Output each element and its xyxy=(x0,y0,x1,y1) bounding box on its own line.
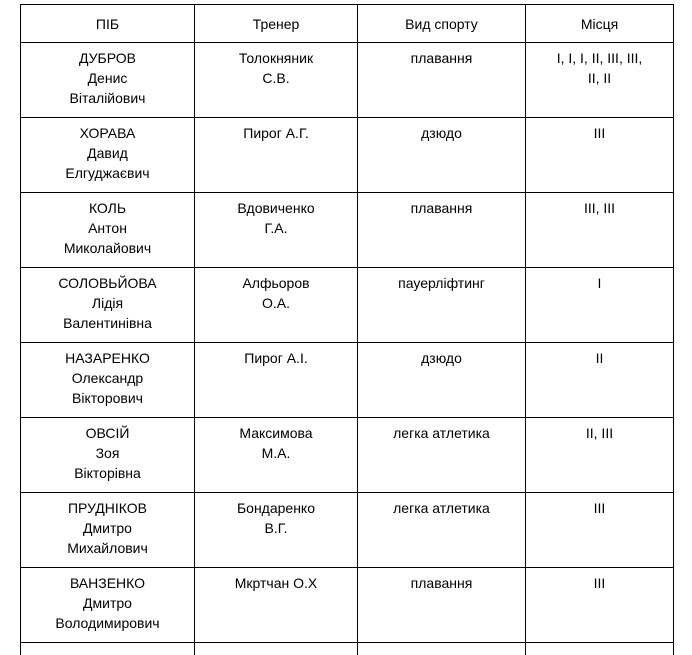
cell-coach-line: Пирог А.І. xyxy=(244,350,308,366)
cell-name xyxy=(21,43,195,118)
cell-name xyxy=(21,493,195,568)
cell-coach-line: Г.А. xyxy=(264,220,288,236)
cell-places-line: II xyxy=(595,350,604,366)
cell-coach-line: Толокняник xyxy=(238,50,314,66)
cell-sport-text: плавання xyxy=(410,200,473,216)
cell-coach xyxy=(195,43,358,118)
header-row xyxy=(21,5,674,43)
cell-name-line: КОЛЬ xyxy=(88,200,127,216)
cell-places xyxy=(526,568,674,643)
cell-name xyxy=(21,343,195,418)
cell-sport xyxy=(358,43,526,118)
table-row xyxy=(21,118,674,193)
cell-name xyxy=(21,418,195,493)
cell-name-line: ПРУДНІКОВ xyxy=(67,500,148,516)
cell-sport xyxy=(358,418,526,493)
cell-places xyxy=(526,268,674,343)
cell-name-line: Денис xyxy=(87,70,128,86)
cell-sport xyxy=(358,343,526,418)
cell-coach-line: М.А. xyxy=(261,445,291,461)
cell-coach xyxy=(195,118,358,193)
cell-sport xyxy=(358,193,526,268)
cell-coach-line: Мкртчан О.Х xyxy=(234,575,318,591)
cell-empty xyxy=(21,643,195,655)
cell-sport-text: плавання xyxy=(410,50,473,66)
cell-name-line: Дмитро xyxy=(83,520,132,536)
cell-places-line: II, II xyxy=(587,70,612,86)
cell-name xyxy=(21,568,195,643)
cell-coach xyxy=(195,418,358,493)
table-row xyxy=(21,493,674,568)
cell-places xyxy=(526,43,674,118)
cell-places-line: III xyxy=(593,500,606,516)
cell-empty xyxy=(358,643,526,655)
table-row xyxy=(21,418,674,493)
cell-places-line: I xyxy=(597,275,602,291)
cell-name-line: Олександр xyxy=(71,370,144,386)
cell-name-line: Віталійович xyxy=(69,90,146,106)
cell-coach-line: В.Г. xyxy=(264,520,288,536)
cell-places-line: III xyxy=(593,575,606,591)
cell-empty xyxy=(526,643,674,655)
cell-name-line: СОЛОВЬЙОВА xyxy=(58,275,157,291)
cell-name-line: Дмитро xyxy=(83,595,132,611)
header-coach: Тренер xyxy=(195,5,358,43)
cell-coach-line: О.А. xyxy=(261,295,290,311)
cell-sport-text: плавання xyxy=(410,575,473,591)
cell-sport-text: легка атлетика xyxy=(393,500,490,516)
cell-sport xyxy=(358,118,526,193)
cell-places xyxy=(526,193,674,268)
table-row xyxy=(21,43,674,118)
cell-places-line: II, III xyxy=(585,425,614,441)
cell-name-line: ДУБРОВ xyxy=(79,50,136,66)
table-row xyxy=(21,343,674,418)
cell-name-line: ХОРАВА xyxy=(79,125,136,141)
table-header xyxy=(21,5,674,43)
header-name: ПІБ xyxy=(21,5,195,43)
cell-coach-line: Алфьоров xyxy=(242,275,310,291)
cell-name-line: Миколайович xyxy=(63,240,152,256)
cell-coach-line: Пирог А.Г. xyxy=(243,125,309,141)
table-row xyxy=(21,193,674,268)
cell-name-line: Володимирович xyxy=(55,615,160,631)
cell-places-line: I, I, I, II, III, III, xyxy=(556,50,643,66)
cell-sport-text: легка атлетика xyxy=(393,425,490,441)
cell-name-line: ВАНЗЕНКО xyxy=(69,575,146,591)
cell-places xyxy=(526,118,674,193)
cell-sport-text: пауерліфтинг xyxy=(398,275,485,291)
cell-sport-text: дзюдо xyxy=(421,125,462,141)
cell-name-line: Вікторівна xyxy=(74,465,141,481)
cell-places-line: III xyxy=(593,125,606,141)
cell-name-line: Антон xyxy=(88,220,127,236)
table-body xyxy=(21,43,674,655)
cell-coach-line: Бондаренко xyxy=(236,500,316,516)
cell-coach-line: Вдовиченко xyxy=(237,200,315,216)
cell-places xyxy=(526,418,674,493)
cell-name-line: Елгуджаєвич xyxy=(65,165,150,181)
table-row xyxy=(21,268,674,343)
cell-name-line: Давид xyxy=(87,145,128,161)
cell-empty xyxy=(195,643,358,655)
cell-name-line: Зоя xyxy=(95,445,120,461)
table-row xyxy=(21,568,674,643)
cell-coach-line: Максимова xyxy=(239,425,313,441)
cell-sport xyxy=(358,493,526,568)
header-places: Місця xyxy=(526,5,674,43)
cell-sport-text: дзюдо xyxy=(421,350,462,366)
cell-places xyxy=(526,343,674,418)
cell-coach xyxy=(195,493,358,568)
cell-name-line: ОВСІЙ xyxy=(85,425,130,441)
cell-sport xyxy=(358,568,526,643)
cell-coach xyxy=(195,568,358,643)
cell-name xyxy=(21,118,195,193)
cell-coach xyxy=(195,268,358,343)
cell-name-line: Лідія xyxy=(91,295,124,311)
cell-places xyxy=(526,493,674,568)
cell-name-line: Валентинівна xyxy=(63,315,152,331)
cell-name-line: НАЗАРЕНКО xyxy=(65,350,150,366)
cell-coach xyxy=(195,343,358,418)
table-row-partial xyxy=(21,643,674,655)
cell-coach-line: С.В. xyxy=(262,70,290,86)
cell-coach xyxy=(195,193,358,268)
cell-name-line: Михайлович xyxy=(67,540,148,556)
cell-name-line: Вікторович xyxy=(72,390,143,406)
header-sport: Вид спорту xyxy=(358,5,526,43)
athletes-results-table xyxy=(20,4,674,655)
cell-places-line: III, III xyxy=(583,200,616,216)
cell-sport xyxy=(358,268,526,343)
cell-name xyxy=(21,193,195,268)
cell-name xyxy=(21,268,195,343)
